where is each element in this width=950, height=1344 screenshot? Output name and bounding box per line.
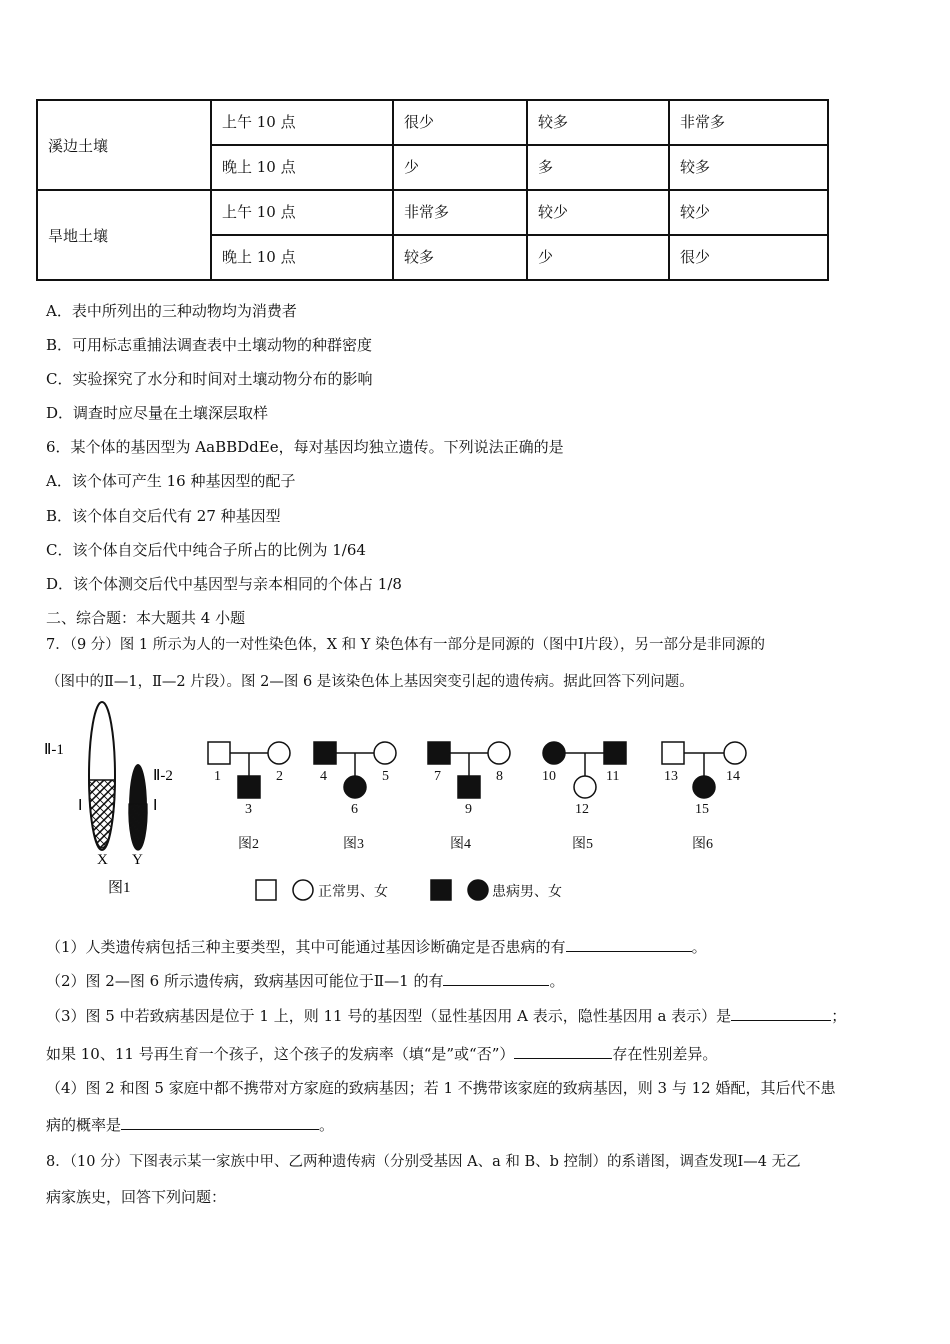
individual-4: 4 (320, 769, 327, 784)
answer-blank-4[interactable] (514, 1044, 612, 1059)
individual-5: 5 (382, 769, 389, 784)
q5-option-b: B．可用标志重捕法调查表中土壤动物的种群密度 (46, 336, 373, 354)
value-cell: 较多 (669, 145, 828, 190)
label-ii-1: Ⅱ-1 (44, 742, 64, 758)
figure2-caption: 图2 (238, 837, 259, 852)
individual-10: 10 (542, 769, 556, 784)
time-cell: 晚上 10 点 (211, 235, 393, 280)
value-cell: 很少 (393, 100, 527, 145)
q5-option-d: D．调查时应尽量在土壤深层取样 (46, 404, 269, 422)
value-cell: 较少 (527, 190, 669, 235)
q7-part2: （2）图 2—图 6 所示遗传病，致病基因可能位于Ⅱ—1 的有 。 (46, 972, 565, 990)
figure4-caption: 图4 (450, 837, 471, 852)
x-homologous-segment (89, 780, 115, 848)
pedigree-figure (40, 700, 760, 915)
time-cell: 上午 10 点 (211, 100, 393, 145)
individual-6: 6 (351, 802, 358, 817)
sex-chromosome-diagram (44, 702, 173, 896)
q6-option-b: B．该个体自交后代有 27 种基因型 (46, 507, 281, 525)
individual-2: 2 (276, 769, 283, 784)
individual-3: 3 (245, 802, 252, 817)
time-cell: 晚上 10 点 (211, 145, 393, 190)
q5-option-a: A．表中所列出的三种动物均为消费者 (46, 302, 297, 320)
individual-15: 15 (695, 802, 709, 817)
group-cell: 溪边土壤 (37, 100, 211, 190)
section-heading: 二、综合题：本大题共 4 小题 (46, 609, 246, 627)
individual-13: 13 (664, 769, 678, 784)
individual-14: 14 (726, 769, 740, 784)
q7-stem-line1: 7．（9 分）图 1 所示为人的一对性染色体，X 和 Y 染色体有一部分是同源的（图中Ⅰ片段），另一部分是非同源的 (46, 637, 765, 653)
answer-blank-5[interactable] (121, 1115, 319, 1130)
q7-part3a: （3）图 5 中若致病基因是位于 1 上，则 11 号的基因型（显性基因用 A 表示，隐性基因用 a 表示）是 ； (46, 1007, 847, 1025)
table-row (37, 190, 828, 235)
value-cell: 多 (527, 145, 669, 190)
individual-12: 12 (575, 802, 589, 817)
group-cell: 旱地土壤 (37, 190, 211, 280)
q7-part4a: （4）图 2 和图 5 家庭中都不携带对方家庭的致病基因；若 1 不携带该家庭的致病基因，则 3 与 12 婚配，其后代不患 (46, 1079, 836, 1097)
q7-part3b: 如果 10、11 号再生育一个孩子，这个孩子的发病率（填“是”或“否”） 存在性别差异。 (46, 1045, 718, 1063)
label-i-right: Ⅰ (153, 798, 158, 814)
q8-stem-line2: 病家族史，回答下列问题： (46, 1188, 227, 1206)
label-ii-2: Ⅱ-2 (153, 768, 173, 784)
legend-affected-male-icon (431, 880, 451, 900)
legend-normal-label: 正常男、女 (318, 885, 388, 900)
q6-option-c: C．该个体自交后代中纯合子所占的比例为 1/64 (46, 541, 366, 559)
legend-normal-female-icon (293, 880, 313, 900)
q5-option-c: C．实验探究了水分和时间对土壤动物分布的影响 (46, 370, 373, 388)
q6-option-d: D．该个体测交后代中基因型与亲本相同的个体占 1/8 (46, 575, 402, 593)
time-cell: 上午 10 点 (211, 190, 393, 235)
answer-blank-3[interactable] (731, 1006, 831, 1021)
answer-blank-1[interactable] (566, 937, 692, 952)
value-cell: 较少 (669, 190, 828, 235)
value-cell: 少 (393, 145, 527, 190)
label-i-left: Ⅰ (78, 798, 83, 814)
individual-11: 11 (606, 769, 620, 784)
individual-7: 7 (434, 769, 441, 784)
y-homologous-segment (129, 804, 147, 850)
value-cell: 较多 (393, 235, 527, 280)
individual-8: 8 (496, 769, 503, 784)
legend-affected-female-icon (468, 880, 488, 900)
q7-part1: （1）人类遗传病包括三种主要类型，其中可能通过基因诊断确定是否患病的有 。 (46, 938, 707, 956)
value-cell: 非常多 (393, 190, 527, 235)
q7-part4b: 病的概率是 。 (46, 1116, 335, 1134)
figure6-caption: 图6 (692, 837, 713, 852)
value-cell: 很少 (669, 235, 828, 280)
value-cell: 较多 (527, 100, 669, 145)
value-cell: 少 (527, 235, 669, 280)
value-cell: 非常多 (669, 100, 828, 145)
legend-normal-male-icon (256, 880, 276, 900)
legend-affected-label: 患病男、女 (492, 885, 562, 900)
figure5-caption: 图5 (572, 837, 593, 852)
q6-option-a: A．该个体可产生 16 种基因型的配子 (46, 472, 296, 490)
individual-9: 9 (465, 802, 472, 817)
individual-1: 1 (214, 769, 221, 784)
label-y: Y (132, 852, 143, 868)
answer-blank-2[interactable] (443, 971, 549, 986)
soil-animal-table (36, 99, 829, 281)
q6-stem: 6．某个体的基因型为 AaBBDdEe，每对基因均独立遗传。下列说法正确的是 (46, 438, 564, 456)
figure1-caption: 图1 (108, 880, 131, 896)
label-x: X (97, 852, 108, 868)
figure3-caption: 图3 (343, 837, 364, 852)
table-row (37, 100, 828, 145)
q8-stem-line1: 8．（10 分）下图表示某一家族中甲、乙两种遗传病（分别受基因 A、a 和 B、b 控制）的系谱图，调查发现Ⅰ—4 无乙 (46, 1154, 801, 1170)
q7-stem-line2: （图中的Ⅱ—1，Ⅱ—2 片段）。图 2—图 6 是该染色体上基因突变引起的遗传病。据此回答下列问题。 (46, 674, 694, 690)
